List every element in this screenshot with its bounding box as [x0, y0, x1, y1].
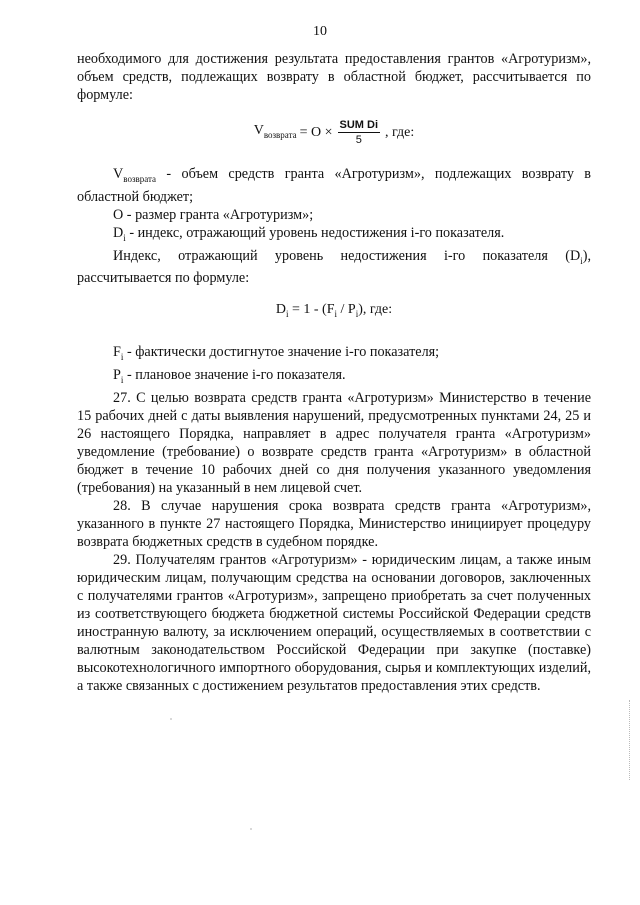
formula-suffix: , где: — [385, 124, 415, 140]
scan-speck — [250, 828, 252, 830]
paragraph-29: 29. Получателям грантов «Агротуризм» - юридическим лицам, а также иным юридическим лицам, получающим средства на основании договоров, заключенных с получателями грантов «Агротуризм», запрещено приобретать за счет полученных из соответствующего бюджета бюджетной системы Российской Федерации средств иностранную валюту, за исключением операций, осуществляемых в соответствии с валютным законодательством Российской Федерации при закупке (поставке) высокотехнологичного импортного оборудования, сырья и комплектующих изделий, а также связанных с достижением результатов предоставления этих средств. — [77, 551, 591, 694]
definition-p: $P_i$ - плановое значение i-го показателя. — [113, 367, 346, 385]
definition-d: $D_i$ - индекс, отражающий уровень недостижения i-го показателя. — [113, 224, 505, 243]
paragraph-27: 27. С целью возврата средств гранта «Агротуризм» Министерство в течение 15 рабочих дней с даты выявления нарушений, предусмотренных пунктами 24, 25 и 26 настоящего Порядка, направляет в адрес получателя гранта «Агротуризм» уведомление (требование) о возврате средств гранта «Агротуризм» в областной бюджет в течение 10 рабочих дней со дня получения указанного уведомления (требования) на указанный в нем лицевой счет. — [77, 389, 591, 496]
formula-index: $D_i = 1 - (F_i / P_i)$, где: — [275, 302, 393, 320]
page-number: 10 — [313, 24, 327, 39]
intro-paragraph: необходимого для достижения результата предоставления грантов «Агротуризм», объем средств, подлежащих возврату в областной бюджет, рассчитывается по формуле: — [77, 51, 591, 103]
formula-refund — [77, 118, 591, 147]
scan-speck — [170, 718, 172, 720]
formula-o-times: = O × — [299, 124, 333, 140]
definition-o: O - размер гранта «Агротуризм»; — [113, 206, 314, 223]
paragraph-28: 28. В случае нарушения срока возврата средств гранта «Агротуризм», указанного в пункте 27 настоящего Порядка, Министерство инициирует процедуру возврата бюджетных средств в судебном порядке. — [77, 497, 591, 550]
document-body — [77, 50, 591, 695]
index-intro: Индекс, отражающий уровень недостижения i-го показателя $(D_i)$, рассчитывается по формуле: — [77, 247, 591, 287]
definition-f: $F_i$ - фактически достигнутое значение i-го показателя; — [113, 344, 440, 363]
formula-denominator: 5 — [355, 134, 362, 146]
definition-v: $V_{возврата}$ - объем средств гранта «Агротуризм», подлежащих возврату в областной бюджет; — [77, 166, 591, 205]
scan-margin-mark — [628, 700, 630, 780]
formula-numerator: SUM Di — [339, 119, 379, 131]
formula-v: $V_{возврата}$ — [253, 122, 297, 140]
formula-fraction — [338, 118, 381, 147]
